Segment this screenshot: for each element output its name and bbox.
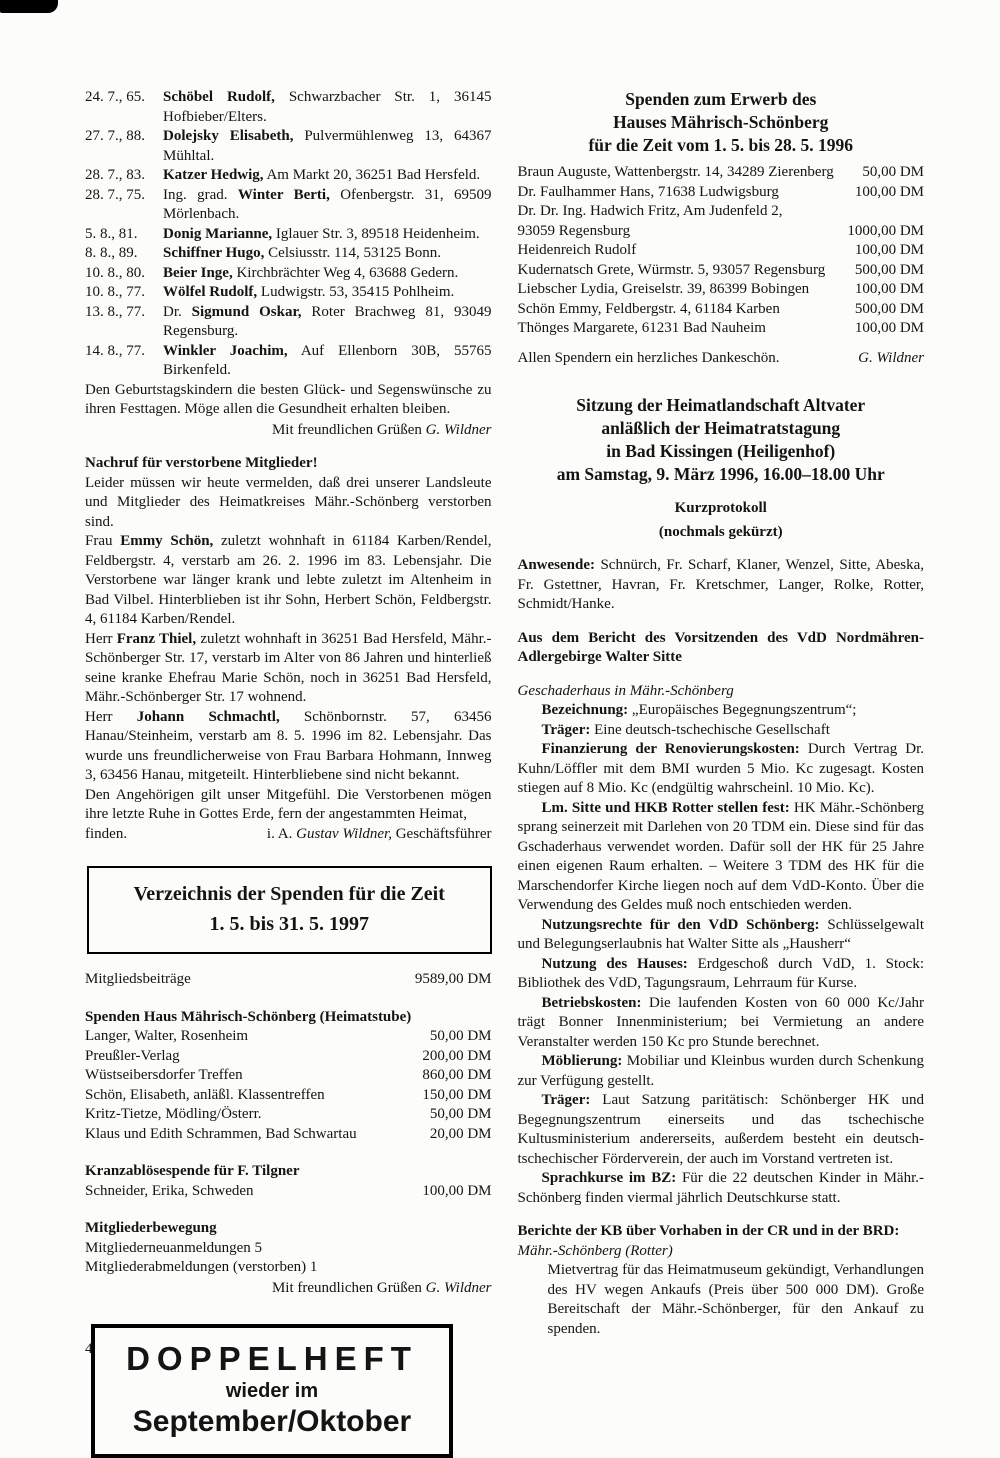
sig-pre: i. A.: [266, 825, 297, 842]
item-text: „Europäisches Begegnungszentrum“;: [628, 702, 857, 718]
donor: Heidenreich Rudolf: [517, 242, 637, 258]
birthday-text: [163, 303, 492, 342]
nachruf-intro: Leider müssen wir heute vermelden, daß drei unserer Landsleute und Mitglieder des Heimatkreises Mähr.-Schönberg verstorben sind.: [85, 474, 492, 530]
donor: Schön, Elisabeth, anläßl. Klassentreffen: [85, 1086, 325, 1103]
item-text: Durch Vertrag Dr. Kuhn/Löffler mit dem BMI wurden 5 Mio. Kc zugesagt. Kosten stiegen auf 8 Mio. Kc (endgültig wahrscheinl. 10 Mio. Kc).: [517, 741, 924, 796]
item-lead: Lm. Sitte und HKB Rotter stellen fest:: [541, 799, 790, 816]
donation-amount: 200,00 DM: [422, 1047, 492, 1064]
birthday-address: Pulvermühlenweg 13, 64367 Mühltal.: [163, 128, 492, 164]
donor: Thönges Margarete, 61231 Bad Nauheim: [517, 320, 766, 336]
birthday-text: [163, 88, 492, 127]
donation-amount: 500,00 DM: [854, 300, 924, 317]
anwesende-lead: Anwesende:: [517, 557, 595, 573]
donation-row: [518, 280, 925, 300]
kb-subheading: Mähr.-Schönberg (Rotter): [517, 1242, 673, 1259]
birthday-name: Sigmund Oskar,: [191, 303, 302, 320]
donor: 93059 Regensburg: [517, 222, 631, 239]
donor: Dr. Dr. Ing. Hadwich Fritz, Am Judenfeld 2,: [517, 203, 783, 219]
item-lead: Sprachkurse im BZ:: [541, 1170, 677, 1186]
birthday-entry: [85, 88, 492, 127]
greeting-signature: G. Wildner: [425, 421, 492, 438]
item-text: Laut Satzung paritätisch: Schönberger HK und Begegnungszentrum einerseits und das tschechische Kultusministerium andererseits, außerdem besteht ein deutsch-tschechischer Förderverein, der auch im Vorstand vertreten ist.: [517, 1092, 924, 1167]
birthday-name: Donig Marianne,: [163, 225, 273, 242]
birthday-wish: Den Geburtstagskindern die besten Glück- und Segenswünsche zu ihren Festtagen. Möge allen die Gesundheit erhalten bleiben.: [85, 381, 492, 417]
donor: Langer, Walter, Rosenheim: [85, 1028, 249, 1044]
donation-amount: 50,00 DM: [429, 1106, 492, 1122]
birthday-prefix: Dr.: [163, 303, 192, 320]
birthday-list: [85, 88, 492, 381]
kb-heading: Berichte der KB über Vorhaben in der CR und in der BRD:: [517, 1223, 900, 1239]
protokoll-item: [518, 1169, 925, 1208]
birthday-address: Schwarzbacher Str. 1, 36145 Hofbieber/Elters.: [163, 89, 492, 125]
mitglieder-row: Mitgliederabmeldungen (verstorben) 1: [85, 1259, 318, 1275]
sitzung-title-line4: am Samstag, 9. März 1996, 16.00–18.00 Uhr: [556, 464, 885, 484]
donation-amount: 50,00 DM: [429, 1028, 492, 1044]
item-lead: Nutzung des Hauses:: [541, 955, 688, 972]
donor: Dr. Faulhammer Hans, 71638 Ludwigsburg: [517, 183, 779, 200]
birthday-entry: [85, 264, 492, 284]
birthday-entry: [85, 244, 492, 264]
birthday-text: [163, 342, 492, 381]
donor: Liebscher Lydia, Greiselstr. 39, 86399 Bobingen: [517, 281, 810, 297]
item-text: Die laufenden Kosten von 60 000 Kc/Jahr trägt Bonner Innenministerium; bei Vermietung an andere Veranstalter werden 150 Kc pro Stunde berechnet.: [517, 994, 924, 1050]
donor: Preußler-Verlag: [85, 1047, 180, 1064]
item-lead: Betriebskosten:: [541, 994, 642, 1011]
birthday-address: Kirchbrächter Weg 4, 63688 Gedern.: [232, 264, 459, 281]
donation-row: [518, 183, 925, 203]
doppelheft-box: [91, 1324, 453, 1458]
nachruf-text: Schönbornstr. 57, 63456 Hanau/Steinheim, verstarb am 8. 5. 1996 im 82. Lebensjahr. Das wurde uns freundlicherweise von Frau Barbara Hohmann, Innweg 3, 63456 Hanau, mitgeteilt. Hinterbliebene sind nicht bekannt.: [85, 708, 492, 783]
mitglieder-title: Mitgliederbewegung: [85, 1220, 217, 1236]
donation-amount: 100,00 DM: [854, 281, 924, 297]
donation-row: [85, 1125, 492, 1145]
deceased-name: Johann Schmachtl,: [136, 708, 280, 725]
birthday-name: Winter Berti,: [237, 186, 330, 203]
nachruf-paragraph: [85, 630, 492, 708]
kranz-title: Kranzablösespende für F. Tilgner: [85, 1163, 300, 1179]
birthday-address: Roter Brachweg 81, 93049 Regensburg.: [163, 303, 492, 339]
page-number: 4: [85, 1341, 93, 1357]
birthday-address: Am Markt 20, 36251 Bad Hersfeld.: [263, 167, 481, 183]
deceased-name: Franz Thiel,: [116, 630, 197, 647]
geschaderhaus-subheading: Geschaderhaus in Mähr.-Schönberg: [517, 682, 734, 699]
greeting-signature: G. Wildner: [425, 1279, 492, 1296]
gekuerzt-label: (nochmals gekürzt): [658, 523, 783, 540]
spenden-box-line1: Verzeichnis der Spenden für die Zeit: [133, 883, 445, 905]
birthday-text: [163, 244, 492, 264]
birthday-date: 28. 7., 75.: [85, 186, 145, 203]
protokoll-item: [518, 955, 925, 994]
dues-label: Mitgliedsbeiträge: [85, 971, 191, 987]
deceased-name: Emmy Schön,: [120, 533, 214, 549]
protokoll-item: [518, 916, 925, 955]
birthday-text: [163, 283, 492, 303]
birthday-date: 14. 8., 77.: [85, 342, 145, 359]
doppelheft-line2: wieder im: [225, 1380, 319, 1402]
haus-spenden-title: Spenden Haus Mährisch-Schönberg (Heimatstube): [85, 1008, 412, 1025]
donation-amount: 150,00 DM: [422, 1086, 492, 1103]
item-text: Für die 22 deutschen Kinder in Mähr.-Schönberg finden viermal jährlich Deutschkurse statt.: [517, 1170, 924, 1206]
thanks-text: Allen Spendern ein herzliches Dankeschön.: [517, 349, 780, 366]
donation-row: [85, 1066, 492, 1086]
donation-row: [85, 1047, 492, 1067]
nachruf-signature: [267, 825, 492, 845]
protokoll-item: [518, 994, 925, 1053]
erwerb-donation-list: [518, 163, 925, 339]
nachruf-text: zuletzt wohnhaft in 36251 Bad Hersfeld, Mähr.-Schönberger Str. 17, verstarb im Alter von 86 Jahren und hinterließ seine kranke Ehefrau Marie Schön, noch in 36251 Bad Hersfeld, Mähr.-Schönberger Str. 17 wohnend.: [85, 630, 492, 705]
birthday-text: [163, 225, 492, 245]
donation-row: [518, 222, 925, 242]
donation-row: [85, 1182, 492, 1202]
donation-amount: 500,00 DM: [854, 261, 924, 278]
birthday-address: Auf Ellenborn 30B, 55765 Birkenfeld.: [163, 342, 492, 378]
birthday-entry: [85, 225, 492, 245]
birthday-address: Celsiusstr. 114, 53125 Bonn.: [264, 245, 441, 261]
greeting-text: Mit freundlichen Grüßen: [271, 1279, 426, 1296]
nachruf-pre: Frau: [85, 533, 121, 549]
protokoll-item: [518, 1091, 925, 1169]
birthday-name: Beier Inge,: [163, 264, 233, 281]
birthday-name: Schiffner Hugo,: [163, 245, 265, 261]
sitzung-title-line3: in Bad Kissingen (Heiligenhof): [606, 441, 836, 461]
donation-row: [518, 202, 925, 222]
donor: Braun Auguste, Wattenbergstr. 14, 34289 Zierenberg: [517, 164, 834, 180]
anwesende-names: Schnürch, Fr. Scharf, Klaner, Wenzel, Sitte, Abeska, Fr. Gstettner, Havran, Fr. Kretschmer, Langer, Rolke, Rotter, Schmidt/Hanke.: [517, 557, 924, 612]
item-lead: Träger:: [541, 1092, 591, 1108]
item-text: Eine deutsch-tschechische Gesellschaft: [590, 721, 830, 738]
item-lead: Nutzungsrechte für den VdD Schönberg:: [541, 916, 820, 933]
doppelheft-line3: September/Oktober: [132, 1405, 412, 1438]
sig-role: Geschäftsführer: [391, 825, 492, 842]
birthday-date: 24. 7., 65.: [85, 89, 145, 105]
donation-row: [85, 1105, 492, 1125]
erwerb-title-line3: für die Zeit vom 1. 5. bis 28. 5. 1996: [588, 135, 854, 155]
donor: Kritz-Tietze, Mödling/Österr.: [85, 1106, 262, 1122]
donation-amount: 860,00 DM: [422, 1067, 492, 1083]
birthday-entry: [85, 186, 492, 225]
birthday-name: Dolejsky Elisabeth,: [163, 128, 294, 144]
right-column: [518, 88, 925, 1458]
donor: Schön Emmy, Feldbergstr. 4, 61184 Karben: [517, 300, 780, 317]
spenden-verzeichnis-box: [87, 866, 492, 954]
donation-amount: 100,00 DM: [422, 1182, 492, 1199]
donation-row: [85, 1027, 492, 1047]
item-text: Erdgeschoß durch VdD, 1. Stock: Bibliothek des VdD, Tagungsraum, Lehrraum für Kurse.: [517, 955, 924, 991]
birthday-entry: [85, 283, 492, 303]
item-lead: Bezeichnung:: [541, 702, 629, 718]
birthday-entry: [85, 303, 492, 342]
donation-amount: 100,00 DM: [854, 320, 924, 336]
protokoll-items: [518, 701, 925, 1208]
erwerb-title-line1: Spenden zum Erwerb des: [625, 89, 817, 109]
nachruf-closing-lastword: finden.: [85, 825, 128, 842]
donation-row: [518, 300, 925, 320]
anwesende-paragraph: [518, 556, 925, 615]
sitzung-title-line2: anläßlich der Heimatratstagung: [601, 418, 841, 438]
protokoll-item: [518, 721, 925, 741]
birthday-name: Schöbel Rudolf,: [163, 89, 275, 105]
protokoll-item: [518, 740, 925, 799]
sig-name: Gustav Wildner,: [296, 825, 392, 842]
donor: Kudernatsch Grete, Würmstr. 5, 93057 Regensburg: [517, 261, 826, 278]
kurzprotokoll-label: Kurzprotokoll: [674, 500, 767, 516]
donation-row: [518, 163, 925, 183]
bericht-heading: Aus dem Bericht des Vorsitzenden des VdD Nordmähren-Adlergebirge Walter Sitte: [517, 629, 924, 665]
donation-amount: 100,00 DM: [854, 183, 924, 200]
dues-row: [85, 970, 492, 990]
thanks-line: [518, 349, 925, 369]
birthday-name: Wölfel Rudolf,: [163, 284, 258, 300]
donor: Klaus und Edith Schrammen, Bad Schwartau: [85, 1125, 357, 1142]
birthday-address: Iglauer Str. 3, 89518 Heidenheim.: [272, 225, 480, 242]
donation-row: [518, 261, 925, 281]
left-column: [85, 88, 492, 1458]
birthday-name: Winkler Joachim,: [163, 342, 288, 359]
greeting-line: [85, 1279, 492, 1299]
donation-amount: 20,00 DM: [429, 1125, 492, 1142]
donation-row: [518, 241, 925, 261]
protokoll-item: [518, 799, 925, 916]
birthday-date: 10. 8., 80.: [85, 264, 145, 281]
birthday-address: Ludwigstr. 53, 35415 Pohlheim.: [257, 284, 455, 300]
spenden-box-line2: 1. 5. bis 31. 5. 1997: [209, 913, 369, 935]
birthday-date: 8. 8., 89.: [85, 245, 138, 261]
item-lead: Finanzierung der Renovierungskosten:: [541, 741, 800, 757]
birthday-date: 13. 8., 77.: [85, 303, 145, 320]
mitglieder-row: Mitgliederneuanmeldungen 5: [85, 1239, 263, 1256]
birthday-text: [163, 264, 492, 284]
birthday-date: 10. 8., 77.: [85, 284, 145, 300]
nachruf-title: Nachruf für verstorbene Mitglieder!: [85, 455, 318, 471]
protokoll-item: [518, 701, 925, 721]
birthday-date: 28. 7., 83.: [85, 167, 145, 183]
birthday-text: [163, 166, 492, 186]
protokoll-item: [518, 1052, 925, 1091]
erwerb-title-line2: Hauses Mährisch-Schönberg: [613, 112, 829, 132]
item-text: Mobiliar und Kleinbus wurden durch Schenkung zur Verfügung gestellt.: [517, 1053, 924, 1089]
birthday-name: Katzer Hedwig,: [163, 167, 264, 183]
erwerb-title: [518, 88, 925, 157]
dues-amount: 9589,00 DM: [414, 971, 492, 987]
sitzung-title: [518, 394, 925, 486]
birthday-date: 27. 7., 88.: [85, 128, 145, 144]
nachruf-paragraph: [85, 532, 492, 630]
birthday-entry: [85, 166, 492, 186]
donor: Schneider, Erika, Schweden: [85, 1182, 254, 1199]
donor: Wüstseibersdorfer Treffen: [85, 1067, 243, 1083]
birthday-date: 5. 8., 81.: [85, 225, 138, 242]
doppelheft-line1: DOPPELHEFT: [126, 1340, 418, 1377]
donation-amount: 100,00 DM: [854, 242, 924, 258]
haus-spenden-list: [85, 1027, 492, 1144]
item-text: Schlüsselgewalt und Belegungserlaubnis hat Walter Sitte als „Hausherr“: [517, 916, 924, 952]
greeting-text: Mit freundlichen Grüßen: [271, 421, 426, 438]
nachruf-closing: Den Angehörigen gilt unser Mitgefühl. Die Verstorbenen mögen ihre letzte Ruhe in Gottes Erde, fern der angestammten Heimat,: [85, 786, 492, 822]
kb-paragraph: Mietvertrag für das Heimatmuseum gekündigt, Verhandlungen des HV wegen Ankaufs (Preis über 500 000 DM). Große Bereitschaft der Mähr.-Schönberger, für den Ankauf zu spenden.: [547, 1262, 924, 1337]
birthday-entry: [85, 342, 492, 381]
nachruf-signature-line: [85, 825, 492, 845]
donation-row: [85, 1086, 492, 1106]
sitzung-title-line1: Sitzung der Heimatlandschaft Altvater: [576, 395, 866, 415]
nachruf-text: zuletzt wohnhaft in 61184 Karben/Rendel, Feldbergstr. 4, verstarb am 26. 2. 1996 im 83. Lebensjahr. Die Verstorbene war länger krank und lebte zuletzt im Altenheim in Bad Vilbel. Hinterblieben ist ihr Sohn, Herbert Schön, Feldbergstr. 4, 61184 Karben/Rendel.: [85, 533, 492, 627]
scan-artifact: [0, 0, 58, 13]
item-lead: Träger:: [541, 721, 591, 738]
birthday-entry: [85, 127, 492, 166]
birthday-prefix: Ing. grad.: [163, 186, 238, 203]
donation-amount: 50,00 DM: [862, 164, 924, 180]
item-lead: Möblierung:: [541, 1053, 623, 1069]
nachruf-paragraph: [85, 708, 492, 786]
nachruf-pre: Herr: [85, 708, 137, 725]
birthday-text: [163, 186, 492, 225]
birthday-address: Ofenbergstr. 31, 69509 Mörlenbach.: [163, 186, 492, 222]
birthday-text: [163, 127, 492, 166]
donation-amount: 1000,00 DM: [847, 222, 924, 239]
thanks-signature: G. Wildner: [858, 349, 924, 366]
donation-row: [518, 319, 925, 339]
greeting-line: [85, 421, 492, 441]
item-text: HK Mähr.-Schönberg sprang seinerzeit mit Darlehen von 20 TDM ein. Diese sind für das Gschaderhaus verwendet worden. Dafür soll der HK für 25 Jahre einen eigenen Raum erhalten. – Weitere 3 TDM des HK für die Marschendorfer Kirche liegen noch auf dem VdD-Konto. Über die Verwendung des Geldes muß noch entschieden werden.: [517, 799, 924, 913]
nachruf-pre: Herr: [85, 630, 117, 647]
